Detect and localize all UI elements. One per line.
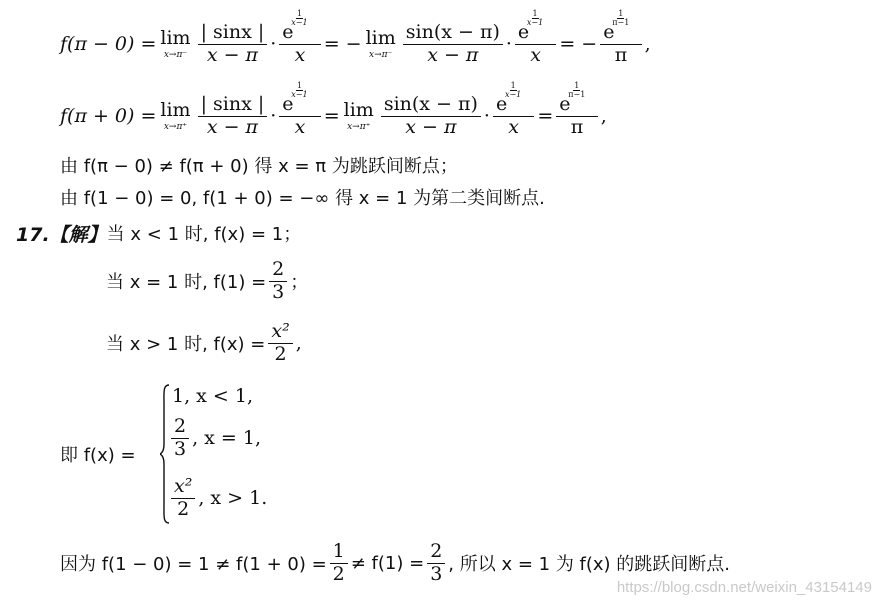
denominator: x − π	[206, 43, 259, 66]
denominator: x	[294, 43, 306, 66]
punct: ；	[290, 272, 309, 293]
fraction	[493, 80, 534, 139]
lim-subscript: x→π⁻	[163, 49, 188, 60]
denominator: x − π	[206, 115, 259, 138]
exponent	[505, 82, 521, 99]
exponent	[291, 82, 307, 99]
fraction	[515, 8, 556, 67]
fraction	[427, 541, 445, 586]
piecewise-case-2	[168, 414, 261, 462]
text: 即 f(x) =	[60, 445, 136, 466]
operator: =	[537, 105, 554, 127]
lim-subscript: x→π⁺	[347, 121, 371, 132]
exponent	[612, 10, 629, 27]
text: 因为 f(1 − 0) = 1 ≠ f(1 + 0) =	[60, 554, 327, 575]
operator: = −	[559, 33, 598, 55]
numerator	[515, 8, 556, 45]
e: e	[495, 92, 508, 115]
exponential	[495, 80, 522, 116]
numerator: x²	[171, 476, 195, 499]
fraction	[279, 8, 320, 67]
exp-den: π−1	[612, 17, 630, 27]
text: 当 x < 1 时, f(x) = 1；	[106, 224, 302, 245]
fraction	[171, 416, 189, 461]
exponent	[527, 10, 543, 27]
exponential	[282, 80, 308, 116]
e: e	[282, 92, 294, 115]
exponential	[517, 8, 544, 44]
e: e	[603, 20, 615, 43]
fraction	[198, 94, 268, 139]
denominator: 2	[332, 562, 345, 585]
operator: =	[323, 105, 340, 127]
limit-operator	[343, 98, 374, 132]
case-x-equals-1	[106, 256, 308, 306]
denominator: π	[570, 115, 584, 138]
denominator: x	[530, 43, 541, 66]
exponent	[568, 82, 585, 99]
e: e	[559, 92, 571, 115]
fraction	[171, 476, 195, 521]
denominator: 3	[430, 562, 443, 585]
numerator: sin(x − π)	[403, 22, 503, 45]
limit-operator	[365, 26, 396, 60]
denominator: 2	[274, 342, 287, 365]
exp-num: 1	[618, 8, 624, 18]
text-line-jump	[60, 152, 458, 178]
lim-text: lim	[365, 26, 396, 49]
case-text: 1, x < 1,	[172, 385, 254, 407]
exp-num: 1	[510, 80, 516, 90]
text: 由 f(π − 0) ≠ f(π + 0) 得 x = π 为跳跃间断点；	[60, 156, 458, 177]
text-line-second-kind	[60, 184, 545, 210]
denominator: x	[294, 115, 306, 138]
exp-num: 1	[574, 80, 580, 90]
numerator: 2	[427, 541, 445, 564]
text: 当 x = 1 时, f(1) =	[106, 272, 267, 293]
case-text: , x = 1,	[192, 427, 262, 449]
numerator: | sinx |	[198, 94, 268, 117]
exponential	[282, 8, 308, 44]
fraction	[330, 541, 348, 586]
numerator: | sinx |	[198, 22, 268, 45]
denominator: 2	[177, 497, 190, 520]
operator: = −	[323, 33, 362, 55]
lim-text: lim	[160, 26, 191, 49]
case-x-greater-1	[106, 318, 302, 368]
fraction	[600, 8, 641, 67]
denominator: 3	[174, 437, 187, 460]
exp-num: 1	[532, 8, 538, 18]
numerator: 1	[330, 541, 348, 564]
piecewise-case-1	[172, 382, 253, 410]
dot: ·	[505, 33, 512, 55]
fraction	[403, 22, 503, 67]
exp-den: x−1	[526, 17, 544, 27]
text: , 所以 x = 1 为 f(x) 的跳跃间断点.	[448, 554, 731, 575]
piecewise-lhs	[60, 440, 136, 468]
numerator	[556, 80, 597, 117]
exponent	[291, 10, 307, 27]
lim-subscript: x→π⁻	[369, 49, 393, 60]
exp-num: 1	[296, 80, 302, 90]
numerator: 2	[269, 259, 287, 282]
denominator: π	[614, 43, 628, 66]
e: e	[517, 20, 530, 43]
punct: ,	[295, 332, 302, 354]
numerator	[279, 8, 320, 45]
denominator: 3	[272, 280, 285, 303]
exp-den: x−1	[291, 89, 308, 99]
lim-subscript: x→π⁺	[163, 121, 188, 132]
dot: ·	[270, 33, 277, 55]
equation-right-limit	[60, 80, 607, 146]
e: e	[282, 20, 294, 43]
text: 当 x > 1 时, f(x) =	[106, 334, 266, 355]
dot: ·	[483, 105, 490, 127]
numerator: 2	[171, 416, 189, 439]
fraction	[198, 22, 268, 67]
fraction	[279, 80, 320, 139]
case-text: , x > 1.	[198, 487, 268, 509]
denominator: x − π	[405, 115, 457, 138]
fraction	[269, 259, 287, 304]
exp-den: x−1	[504, 89, 522, 99]
piecewise-case-3	[168, 474, 267, 522]
solution-17-first-case	[16, 219, 301, 247]
exp-den: π−1	[568, 89, 586, 99]
equation-left-limit	[60, 8, 651, 74]
exp-den: x−1	[291, 17, 308, 27]
numerator	[493, 80, 534, 117]
numerator: x²	[268, 321, 292, 344]
lhs: f(π + 0) =	[60, 105, 157, 127]
limit-operator	[160, 98, 191, 132]
exp-num: 1	[296, 8, 302, 18]
dot: ·	[270, 105, 277, 127]
fraction	[268, 321, 292, 366]
punct: ,	[600, 105, 607, 127]
fraction	[556, 80, 597, 139]
watermark: https://blog.csdn.net/weixin_43154149	[616, 579, 872, 596]
numerator	[600, 8, 641, 45]
punct: ,	[644, 33, 651, 55]
problem-label: 17.【解】	[16, 223, 107, 246]
lhs: f(π − 0) =	[60, 33, 157, 55]
fraction	[381, 94, 481, 139]
lim-text: lim	[343, 98, 374, 121]
limit-operator	[160, 26, 191, 60]
numerator	[279, 80, 320, 117]
denominator: x − π	[427, 43, 479, 66]
denominator: x	[508, 115, 520, 138]
text: ≠ f(1) =	[350, 552, 425, 574]
text: 由 f(1 − 0) = 0, f(1 + 0) = −∞ 得 x = 1 为第二类间断点.	[60, 188, 545, 209]
lim-text: lim	[160, 98, 191, 121]
numerator: sin(x − π)	[381, 94, 481, 117]
